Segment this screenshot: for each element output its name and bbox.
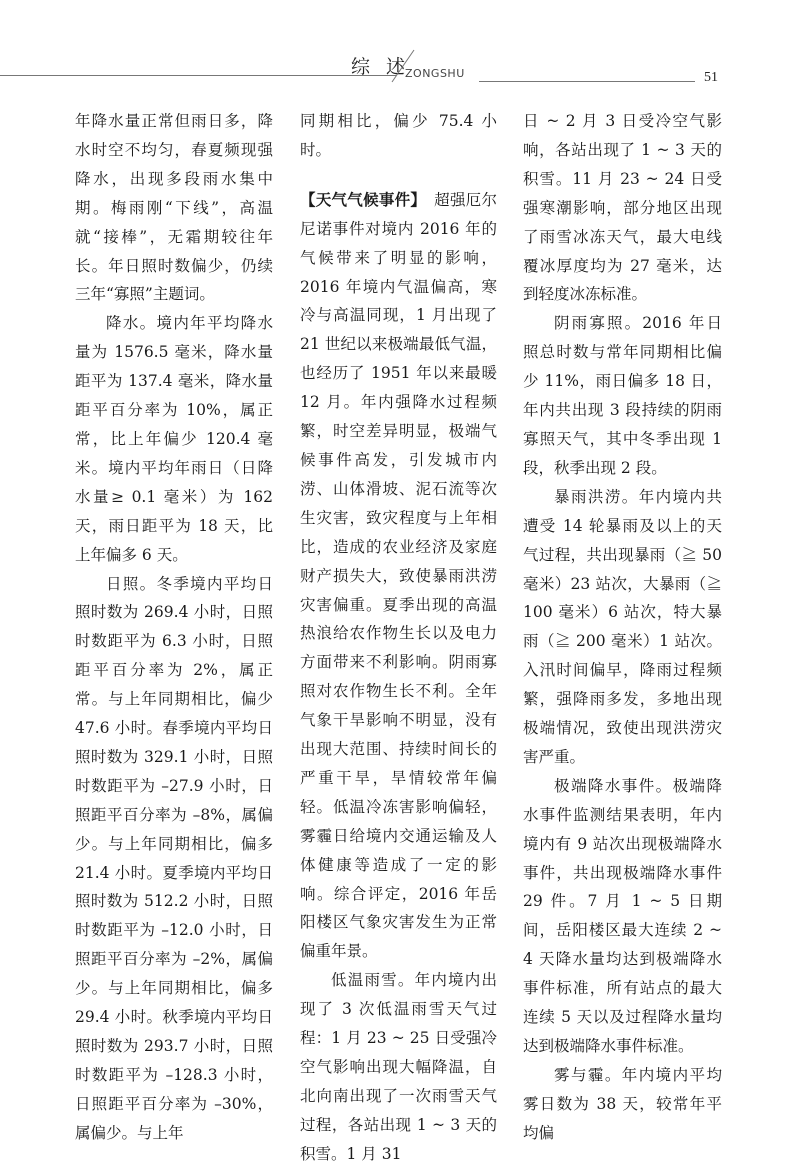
page-header: [0, 0, 793, 100]
paragraph: 阴雨寡照。2016 年日照总时数与常年同期相比偏少 11%，雨日偏多 18 日，年内共出现 3 段持续的阴雨寡照天气，其中冬季出现 1 段，秋季出现 2 段。: [523, 314, 722, 477]
section-latin-title: ZONGSHU: [405, 67, 465, 80]
paragraph: 日照。冬季境内平均日照时数为 269.4 小时，日照时数距平为 6.3 小时，日照距平百分率为 2%，属正常。与上年同期相比，偏少 47.6 小时。春季境内平均日照时数为 329.1 小时，日照时数距平为 –27.9 小时，日照距平百分率为 –8%，属偏少。与上年同期相比，偏多 21.4 小时。夏季境内平均日照时数为 512.2 小时，日照时数距平为 –12.0 小时，日照距平百分率为 –2%，属偏少。与上年同期相比，偏多 29.4 小时。秋季境内平均日照时数为 293.7 小时，日照时数距平为 –128.3 小时，日照距平百分率为 –30%，属偏少。与上年: [75, 574, 273, 1142]
header-rule-left: [0, 75, 396, 76]
text-column-3: [523, 107, 722, 1148]
event-paragraph: [300, 186, 497, 966]
page-number: 51: [704, 70, 718, 85]
paragraph: 同期相比，偏少 75.4 小时。: [300, 112, 497, 159]
paragraph: 低温雨雪。年内境内出现了 3 次低温雨雪天气过程：1 月 23 ~ 25 日受强冷空气影响出现大幅降温，自北向南出现了一次雨雪天气过程，各站出现 1 ~ 3 天的积雪。1 月 31: [300, 971, 497, 1163]
paragraph: 雾与霾。年内境内平均雾日数为 38 天，较常年平均偏: [523, 1065, 722, 1142]
header-divider-slash: [388, 46, 418, 86]
text-column-1: [75, 107, 273, 1148]
paragraph: 暴雨洪涝。年内境内共遭受 14 轮暴雨及以上的天气过程，共出现暴雨（≧ 50 毫米）23 站次，大暴雨（≧ 100 毫米）6 站次，特大暴雨（≧ 200 毫米）1 站次。入汛时间偏早，降雨过程频繁，强降雨多发，多地出现极端情况，致使出现洪涝灾害严重。: [523, 487, 722, 766]
event-heading: 【天气气候事件】: [300, 190, 427, 209]
event-text: 超强厄尔尼诺事件对境内 2016 年的气候带来了明显的影响，2016 年境内气温偏高，寒冷与高温同现，1 月出现了 21 世纪以来极端最低气温，也经历了 1951 年以来最暖 12 月。年内强降水过程频繁，时空差异明显，极端气候事件高发，引发城市内涝、山体滑坡、泥石流等次生灾害，致灾程度与上年相比，造成的农业经济及家庭财产损失大，致使暴雨洪涝灾害偏重。夏季出现的高温热浪给农作物生长以及电力方面带来不利影响。阴雨寡照对农作物生长不利。全年气象干旱影响不明显，没有出现大范围、持续时间长的严重干旱，旱情较常年偏轻。低温冷冻害影响偏轻，雾霾日给境内交通运输及人体健康等造成了一定的影响。综合评定，2016 年岳阳楼区气象灾害发生为正常偏重年景。: [300, 190, 497, 961]
text-column-2: [300, 107, 497, 1169]
paragraph: 日 ~ 2 月 3 日受冷空气影响，各站出现了 1 ~ 3 天的积雪。11 月 23 ~ 24 日受强寒潮影响，部分地区出现了雨雪冰冻天气，最大电线覆冰厚度均为 27 毫米，达到轻度冰冻标准。: [523, 112, 722, 304]
section-title: 综 述: [351, 56, 411, 78]
paragraph: 极端降水事件。极端降水事件监测结果表明，年内境内有 9 站次出现极端降水事件，共出现极端降水事件 29 件。7 月 1 ~ 5 日期间，岳阳楼区最大连续 2 ~ 4 天降水量均达到极端降水事件标准，所有站点的最大连续 5 天以及过程降水量均达到极端降水事件标准。: [523, 776, 722, 1055]
paragraph: 年降水量正常但雨日多，降水时空不均匀，春夏频现强降水，出现多段雨水集中期。梅雨刚“下线”，高温就“接棒”，无霜期较往年长。年日照时数偏少，仍续三年“寡照”主题词。: [75, 112, 273, 304]
paragraph: 降水。境内年平均降水量为 1576.5 毫米，降水量距平为 137.4 毫米，降水量距平百分率为 10%，属正常，比上年偏少 120.4 毫米。境内平均年雨日（日降水量≥ 0.1 毫米）为 162 天，雨日距平为 18 天，比上年偏多 6 天。: [75, 314, 273, 564]
header-rule-right: [479, 81, 695, 82]
